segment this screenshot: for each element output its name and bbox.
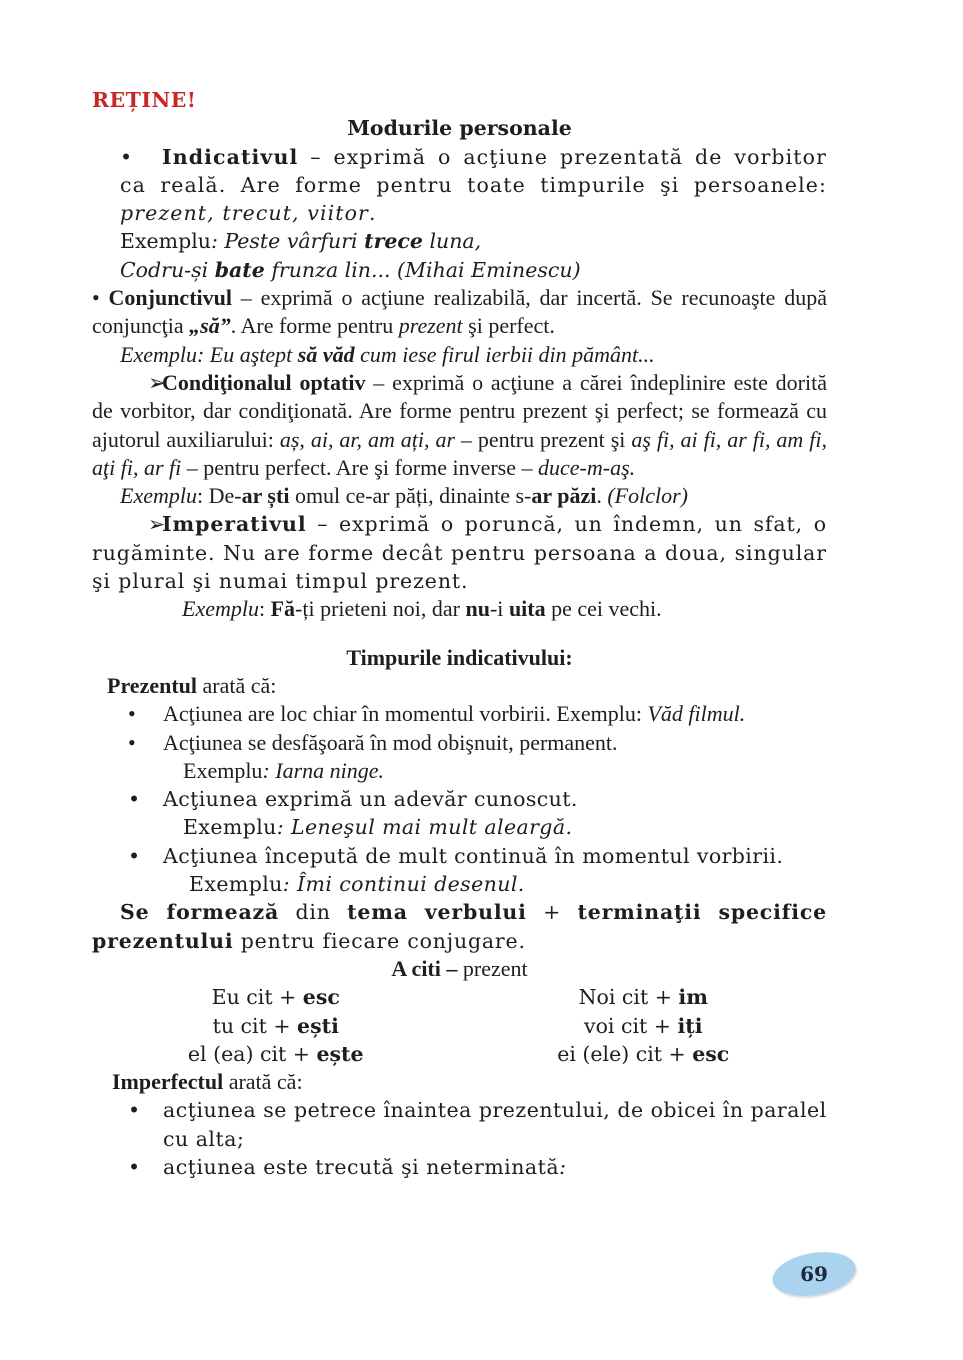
bullet-icon: • bbox=[128, 701, 136, 727]
indicativ-example: Exemplu: Peste vârfuri trece luna, bbox=[120, 229, 482, 254]
timpuri-title: Timpurile indicativului: bbox=[346, 644, 573, 670]
page-number: 69 bbox=[800, 1262, 828, 1286]
arrow-bullet-icon: ➢ bbox=[148, 369, 167, 395]
page-content bbox=[92, 86, 827, 1181]
conditional-paragraph: ➢Condiţionalul optativ – exprimă o acţiune a cărei îndeplinire este dorită de vorbitor, dar condiţionată. Are forme pentru prezent şi perfect; se formează cu ajutorul auxiliarului: aș, ai, ar, am ați, ar – pentru prezent şi aş fi, ai fi, ar fi, am fi, aţi fi, ar fi – pentru perfect. Are şi forme inverse – duce-m-aş. bbox=[92, 369, 827, 480]
imperativ-paragraph: ➢Imperativul – exprimă o poruncă, un îndemn, un sfat, o rugăminte. Nu are forme decât pentru persoana a doua, singular şi plural şi numai timpul prezent. bbox=[92, 512, 827, 594]
bullet-icon: • bbox=[128, 787, 141, 812]
conjugation-title: A citi – prezent bbox=[391, 955, 528, 981]
list-item: • Acţiunea începută de mult continuă în momentul vorbirii. Exemplu: Îmi continui desenul. bbox=[128, 843, 784, 897]
imperativ-example: Exemplu: Fă-ți prieteni noi, dar nu-i uita pe cei vechi. bbox=[182, 596, 662, 622]
conj-cell: Eu cit + esc bbox=[211, 985, 340, 1010]
conj-cell: el (ea) cit + ește bbox=[187, 1041, 364, 1066]
bullet-icon: • bbox=[128, 1154, 141, 1179]
conj-cell: tu cit + ești bbox=[212, 1013, 339, 1038]
bullet-icon: • bbox=[120, 144, 134, 169]
bullet-icon: • bbox=[128, 1098, 141, 1123]
list-item: • acţiunea este trecută şi neterminată: bbox=[92, 1153, 827, 1181]
list-item: • Acţiunea are loc chiar în momentul vorbirii. Exemplu: Văd filmul. bbox=[92, 700, 827, 728]
imperfectul-intro: Imperfectul arată că: bbox=[112, 1069, 303, 1095]
list-item: • Acţiunea exprimă un adevăr cunoscut. Exemplu: Leneşul mai mult aleargă. bbox=[128, 787, 578, 840]
arrow-bullet-icon: ➢ bbox=[148, 512, 167, 537]
imperfectul-list bbox=[92, 1096, 827, 1181]
prezentul-list bbox=[92, 700, 827, 898]
page-number-badge bbox=[769, 1246, 859, 1302]
list-item: • Acţiunea se desfăşoară în mod obişnuit, permanent. Exemplu: Iarna ninge. bbox=[128, 729, 618, 783]
modurile-title: Modurile personale bbox=[347, 116, 572, 141]
conjunctiv-paragraph: • Conjunctivul – exprimă o acţiune realizabilă, dar incertă. Se recunoaşte după conjuncţia „să”. Are forme pentru prezent şi perfect. bbox=[92, 285, 827, 339]
retine-heading: REȚINE! bbox=[92, 88, 197, 112]
bullet-icon: • bbox=[128, 843, 141, 868]
conj-cell: Noi cit + im bbox=[578, 985, 708, 1010]
conj-cell: ei (ele) cit + esc bbox=[557, 1041, 730, 1066]
prezentul-intro: Prezentul arată că: bbox=[107, 672, 277, 698]
conjunctiv-example: Exemplu: Eu aştept să văd cum iese firul ierbii din pământ... bbox=[120, 341, 655, 367]
indicativ-example-2: Codru-și bate frunza lin... (Mihai Eminescu) bbox=[120, 257, 581, 282]
conj-cell: voi cit + iți bbox=[583, 1013, 703, 1038]
bullet-icon: • bbox=[92, 285, 100, 311]
indicativ-paragraph: • Indicativul – exprimă o acţiune prezentată de vorbitor ca reală. Are forme pentru toate timpurile şi persoanele: prezent, trecut, viitor. bbox=[120, 144, 827, 226]
bullet-icon: • bbox=[128, 729, 136, 755]
conjugation-table bbox=[92, 983, 827, 1068]
conditional-example: Exemplu: De-ar ști omul ce-ar păți, dinainte s-ar păzi. (Folclor) bbox=[120, 483, 688, 509]
prezentul-formation: Se formează din tema verbului + terminaţii specifice prezentului pentru fiecare conjugare. bbox=[92, 900, 827, 953]
list-item: • acţiunea se petrece înaintea prezentului, de obicei în paralel cu alta; bbox=[128, 1098, 827, 1151]
